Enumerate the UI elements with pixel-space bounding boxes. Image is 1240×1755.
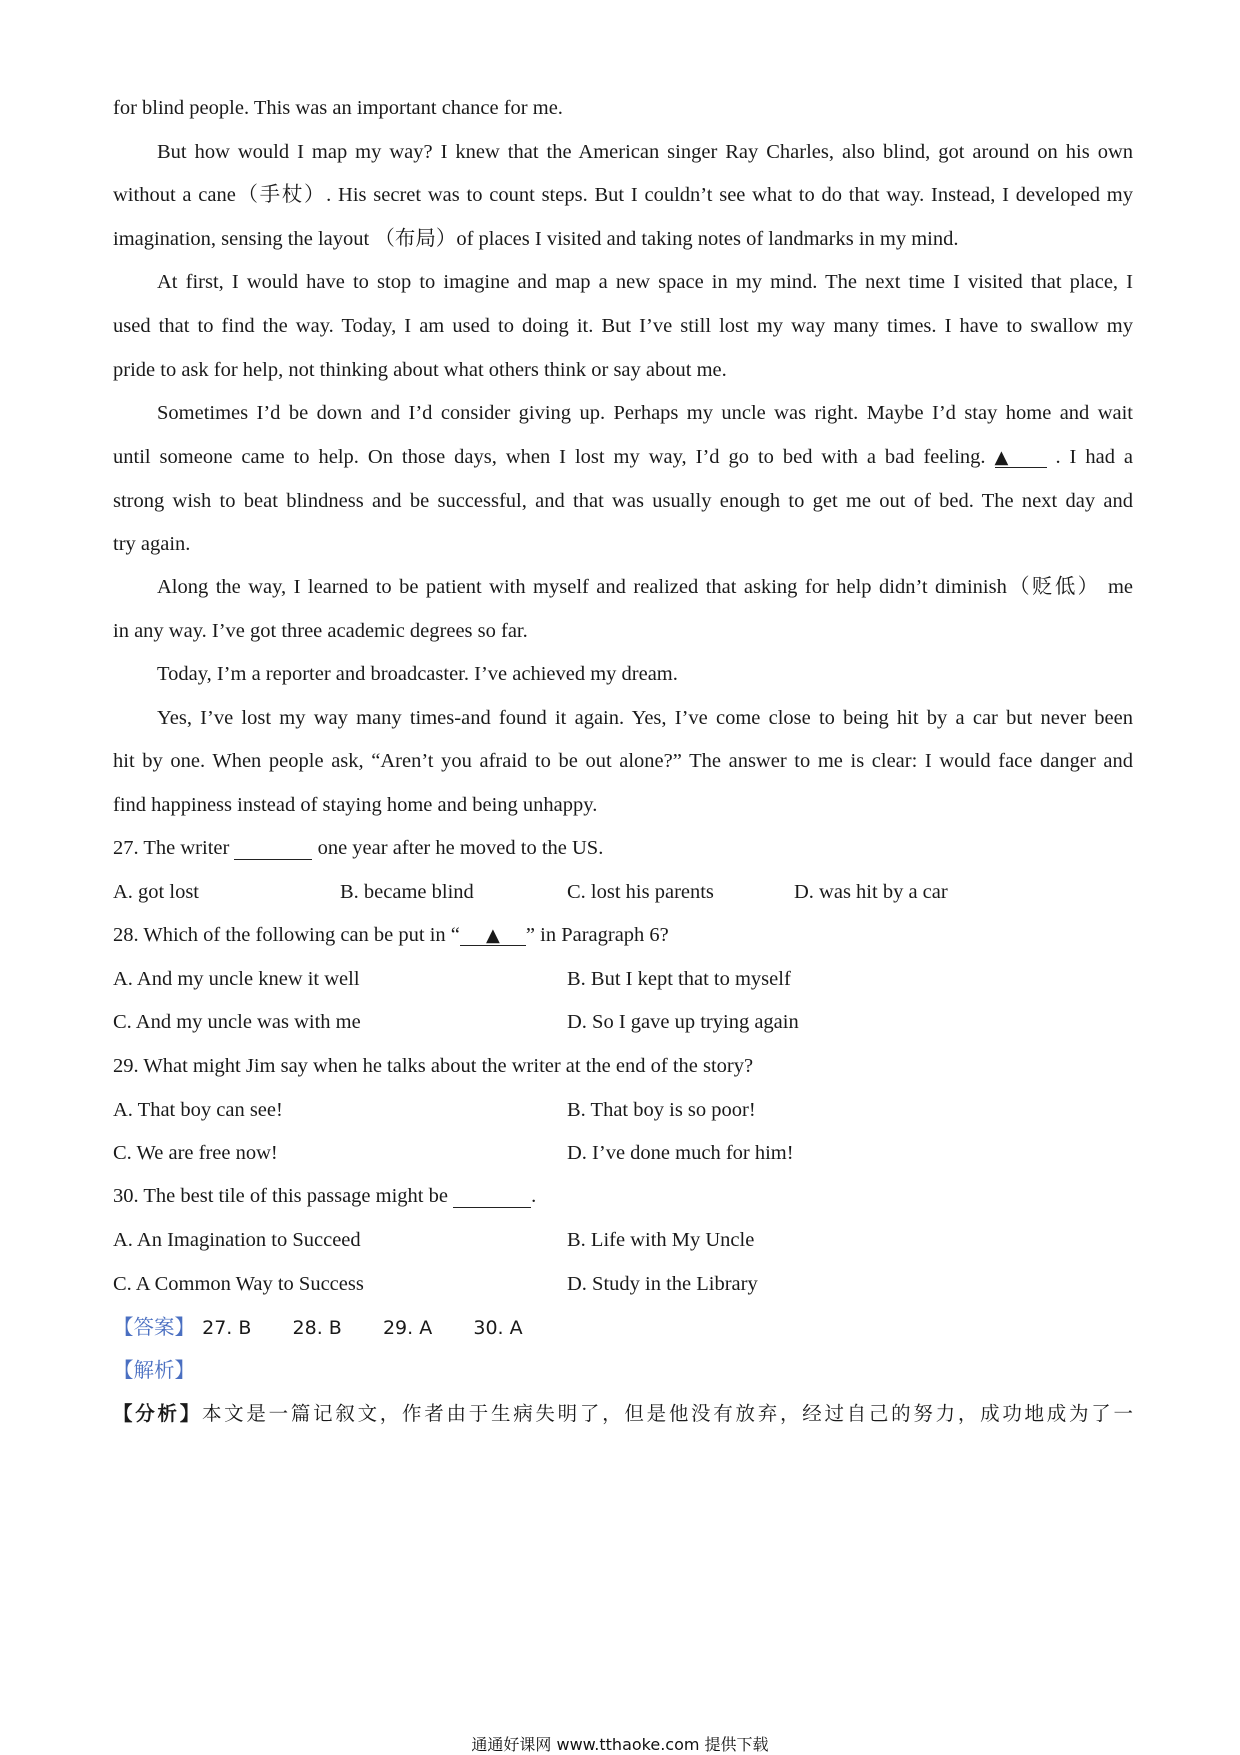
question-27-option-b: B. became blind — [340, 881, 474, 903]
passage-line: used that to find the way. Today, I am used to doing it. But I’ve still lost my way many times. I have to swallow my — [113, 315, 1133, 337]
passage-line: Yes, I’ve lost my way many times-and found it again. Yes, I’ve come close to being hit by a car but never been — [157, 707, 1133, 729]
question-27-option-a: A. got lost — [113, 881, 199, 903]
question-28-option-b: B. But I kept that to myself — [567, 968, 791, 990]
answer-row — [113, 1317, 523, 1339]
question-30-option-a: A. An Imagination to Succeed — [113, 1229, 361, 1251]
question-30-option-b: B. Life with My Uncle — [567, 1229, 755, 1251]
answer-blank — [234, 838, 312, 860]
passage-line: without a cane（手杖）. His secret was to count steps. But I couldn’t see what to do that way. Instead, I developed my — [113, 184, 1133, 206]
passage-line: strong wish to beat blindness and be successful, and that was usually enough to get me out of bed. The next day and — [113, 490, 1133, 512]
summary-tag: 【分析】 — [113, 1402, 202, 1425]
question-27-stem: 27. The writer one year after he moved to the US. — [113, 837, 604, 859]
passage-line: try again. — [113, 533, 191, 555]
passage-line: imagination, sensing the layout （布局）of places I visited and taking notes of landmarks in my mind. — [113, 228, 959, 250]
passage-line: hit by one. When people ask, “Aren’t you afraid to be out alone?” The answer to me is clear: I would face danger and — [113, 750, 1133, 772]
question-29-stem: 29. What might Jim say when he talks about the writer at the end of the story? — [113, 1055, 754, 1077]
answer-blank-triangle: ▲ — [995, 449, 1047, 468]
answer-item: 30. A — [473, 1317, 523, 1339]
question-27-option-d: D. was hit by a car — [794, 881, 948, 903]
passage-text: . I had a — [1055, 446, 1134, 468]
passage-line: find happiness instead of staying home and being unhappy. — [113, 794, 598, 816]
question-28-option-c: C. And my uncle was with me — [113, 1011, 361, 1033]
passage-line: for blind people. This was an important chance for me. — [113, 97, 563, 119]
passage-line-with-blank — [113, 447, 1133, 468]
answer-item: 27. B — [202, 1317, 252, 1339]
passage-line: in any way. I’ve got three academic degrees so far. — [113, 620, 528, 642]
question-30-option-c: C. A Common Way to Success — [113, 1273, 364, 1295]
question-27-option-c: C. lost his parents — [567, 881, 714, 903]
question-29-option-b: B. That boy is so poor! — [567, 1099, 756, 1121]
passage-line: But how would I map my way? I knew that the American singer Ray Charles, also blind, got around on his own — [157, 141, 1133, 163]
answer-blank-triangle: ▲ — [460, 927, 526, 946]
question-30-option-d: D. Study in the Library — [567, 1273, 758, 1295]
answer-item: 29. A — [382, 1317, 433, 1339]
question-28-option-a: A. And my uncle knew it well — [113, 968, 360, 990]
passage-text: until someone came to help. On those days, when I lost my way, I’d go to bed with a bad feeling. — [113, 446, 986, 468]
answer-item: 28. B — [292, 1317, 342, 1339]
analysis-tag: 【解析】 — [113, 1358, 195, 1382]
summary-text: 本文是一篇记叙文，作者由于生病失明了，但是他没有放弃，经过自己的努力，成功地成为了一 — [201, 1402, 1133, 1425]
question-30-stem: 30. The best tile of this passage might be . — [113, 1185, 537, 1207]
answer-blank — [453, 1186, 531, 1208]
footer-watermark: 通通好课网 www.tthaoke.com 提供下载 — [471, 1735, 769, 1754]
question-29-option-c: C. We are free now! — [113, 1142, 278, 1164]
passage-line: At first, I would have to stop to imagine and map a new space in my mind. The next time I visited that place, I — [157, 271, 1133, 293]
question-29-option-a: A. That boy can see! — [113, 1099, 283, 1121]
question-29-option-d: D. I’ve done much for him! — [567, 1142, 794, 1164]
passage-line: pride to ask for help, not thinking about what others think or say about me. — [113, 359, 727, 381]
passage-line: Today, I’m a reporter and broadcaster. I’ve achieved my dream. — [157, 663, 678, 685]
question-28-option-d: D. So I gave up trying again — [567, 1011, 799, 1033]
analysis-summary — [113, 1404, 1133, 1424]
answer-tag: 【答案】 — [113, 1315, 195, 1339]
question-28-stem: 28. Which of the following can be put in “ ▲ ” in Paragraph 6? — [113, 924, 669, 946]
passage-line: Along the way, I learned to be patient with myself and realized that asking for help didn’t diminish（贬低） me — [157, 576, 1133, 598]
passage-line: Sometimes I’d be down and I’d consider giving up. Perhaps my uncle was right. Maybe I’d stay home and wait — [157, 402, 1133, 424]
